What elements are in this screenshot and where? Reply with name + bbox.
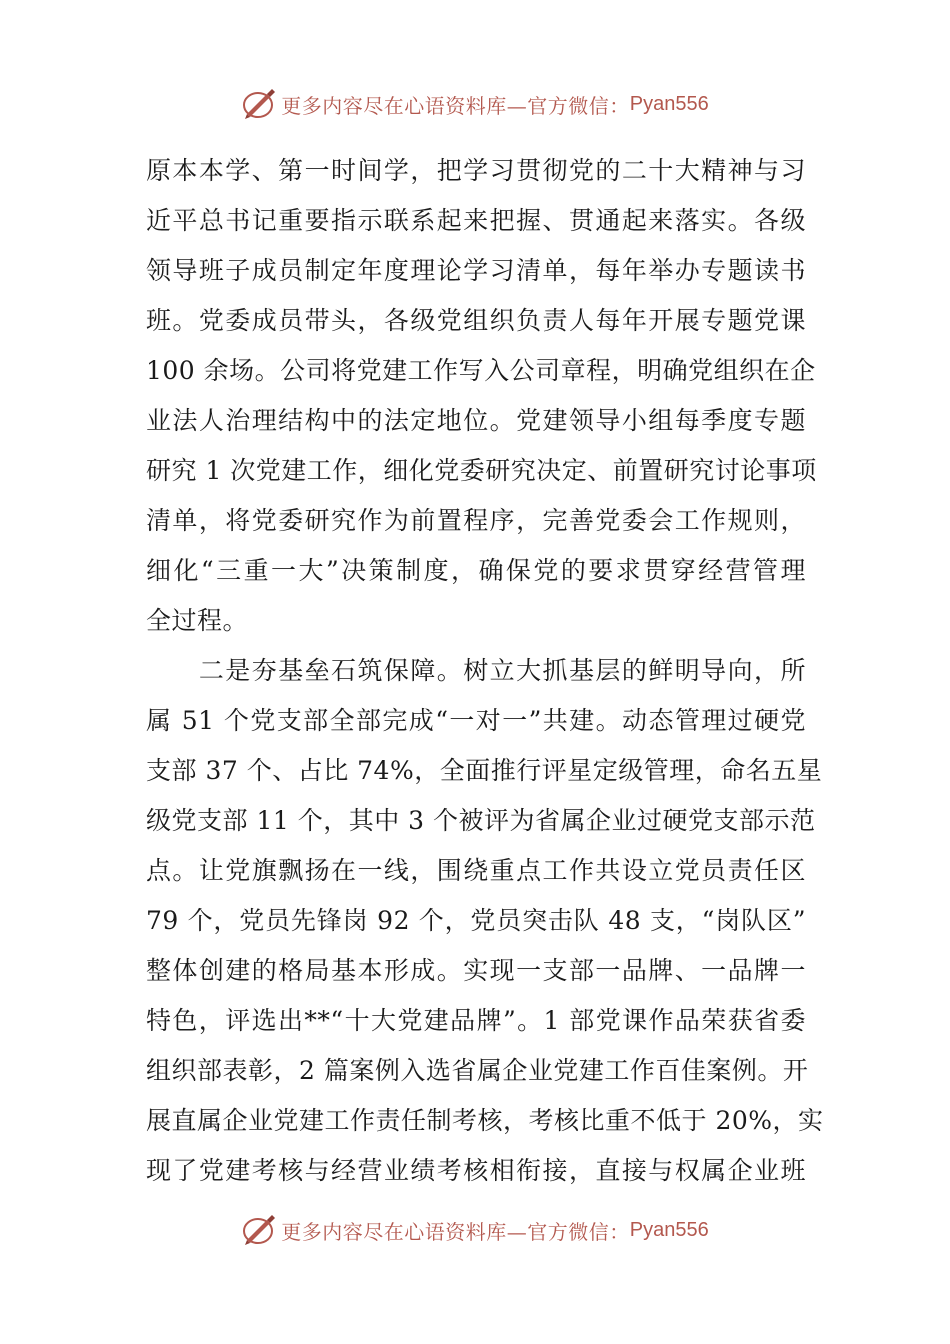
watermark-text: 更多内容尽在心语资料库—官方微信：	[281, 93, 630, 118]
watermark-wechat-id: Pyan556	[629, 1218, 709, 1241]
pen-logo-icon	[241, 1214, 277, 1246]
text-line: 研究 1 次党建工作，细化党委研究决定、前置研究讨论事项	[146, 456, 817, 485]
text-line: 细化“三重一大”决策制度，确保党的要求贯穿经营管理	[146, 556, 806, 585]
text-line: 现了党建考核与经营业绩考核相衔接，直接与权属企业班	[146, 1156, 806, 1185]
watermark-text: 更多内容尽在心语资料库—官方微信：	[281, 1219, 630, 1244]
pen-logo-icon	[241, 88, 277, 120]
text-line: 近平总书记重要指示联系起来把握、贯通起来落实。各级	[146, 206, 806, 235]
text-line: 特色，评选出**“十大党建品牌”。1 部党课作品荣获省委	[146, 1006, 806, 1035]
text-line: 原本本学、第一时间学，把学习贯彻党的二十大精神与习	[146, 156, 806, 185]
text-line: 全过程。	[146, 606, 249, 635]
header-watermark	[0, 84, 950, 124]
watermark-wechat-id: Pyan556	[629, 92, 709, 115]
text-line: 二是夯基垒石筑保障。树立大抓基层的鲜明导向，所	[146, 656, 806, 685]
footer-watermark	[0, 1210, 950, 1250]
text-line: 79 个，党员先锋岗 92 个，党员突击队 48 支，“岗队区”	[146, 906, 806, 935]
document-body	[146, 146, 824, 1196]
text-line: 领导班子成员制定年度理论学习清单，每年举办专题读书	[146, 256, 806, 285]
text-line: 整体创建的格局基本形成。实现一支部一品牌、一品牌一	[146, 956, 806, 985]
text-line: 100 余场。公司将党建工作写入公司章程，明确党组织在企	[146, 356, 816, 385]
text-line: 级党支部 11 个，其中 3 个被评为省属企业过硬党支部示范	[146, 806, 816, 835]
text-line: 支部 37 个、占比 74%，全面推行评星定级管理，命名五星	[146, 756, 823, 785]
text-line: 清单，将党委研究作为前置程序，完善党委会工作规则，	[146, 506, 806, 535]
text-line: 点。让党旗飘扬在一线，围绕重点工作共设立党员责任区	[146, 856, 806, 885]
text-line: 班。党委成员带头，各级党组织负责人每年开展专题党课	[146, 306, 806, 335]
text-line: 属 51 个党支部全部完成“一对一”共建。动态管理过硬党	[146, 706, 806, 735]
text-line: 业法人治理结构中的法定地位。党建领导小组每季度专题	[146, 406, 806, 435]
text-line: 展直属企业党建工作责任制考核，考核比重不低于 20%，实	[146, 1106, 824, 1135]
text-line: 组织部表彰，2 篇案例入选省属企业党建工作百佳案例。开	[146, 1056, 809, 1085]
